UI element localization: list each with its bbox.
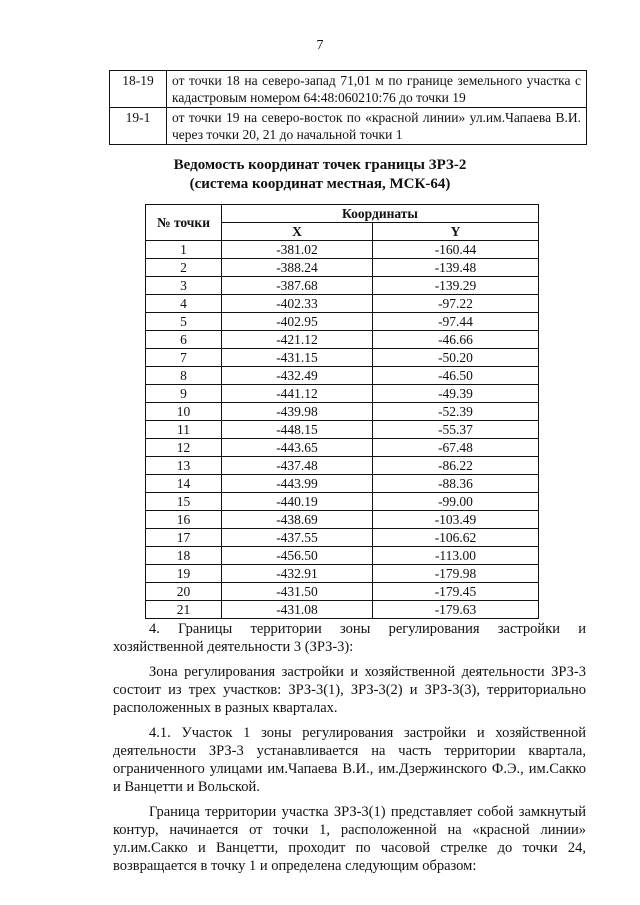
- point-number: 1: [146, 241, 222, 259]
- point-number: 21: [146, 601, 222, 619]
- point-number: 8: [146, 367, 222, 385]
- coordinate-row: [146, 493, 539, 511]
- segment-row: [110, 108, 587, 145]
- coordinate-row: [146, 583, 539, 601]
- coordinate-row: [146, 331, 539, 349]
- coordinate-row: [146, 475, 539, 493]
- point-number: 18: [146, 547, 222, 565]
- coordinate-row: [146, 277, 539, 295]
- coordinate-y: -99.00: [373, 493, 539, 511]
- segment-id: 19-1: [110, 108, 167, 145]
- column-header-point: № точки: [146, 205, 222, 241]
- coordinate-y: -97.44: [373, 313, 539, 331]
- coordinate-y: -113.00: [373, 547, 539, 565]
- coordinate-row: [146, 349, 539, 367]
- coordinate-row: [146, 385, 539, 403]
- coordinate-y: -46.50: [373, 367, 539, 385]
- coordinate-x: -437.48: [222, 457, 373, 475]
- coordinate-y: -160.44: [373, 241, 539, 259]
- point-number: 12: [146, 439, 222, 457]
- coordinate-x: -437.55: [222, 529, 373, 547]
- coordinate-x: -438.69: [222, 511, 373, 529]
- point-number: 2: [146, 259, 222, 277]
- coordinate-row: [146, 547, 539, 565]
- point-number: 13: [146, 457, 222, 475]
- coordinate-y: -179.98: [373, 565, 539, 583]
- coordinate-row: [146, 421, 539, 439]
- point-number: 4: [146, 295, 222, 313]
- point-number: 7: [146, 349, 222, 367]
- coordinate-x: -431.50: [222, 583, 373, 601]
- point-number: 15: [146, 493, 222, 511]
- coordinates-table: [145, 204, 539, 619]
- coordinate-row: [146, 511, 539, 529]
- coordinate-x: -439.98: [222, 403, 373, 421]
- point-number: 3: [146, 277, 222, 295]
- point-number: 5: [146, 313, 222, 331]
- coordinate-row: [146, 403, 539, 421]
- coordinate-y: -50.20: [373, 349, 539, 367]
- point-number: 16: [146, 511, 222, 529]
- coordinate-y: -55.37: [373, 421, 539, 439]
- coordinate-y: -103.49: [373, 511, 539, 529]
- coordinate-y: -139.29: [373, 277, 539, 295]
- coordinate-x: -388.24: [222, 259, 373, 277]
- paragraph: 4. Границы территории зоны регулирования застройки и хозяйственной деятельности 3 (ЗРЗ-3):: [113, 621, 586, 655]
- coordinate-x: -440.19: [222, 493, 373, 511]
- coordinate-x: -402.33: [222, 295, 373, 313]
- coordinate-x: -443.99: [222, 475, 373, 493]
- coordinate-x: -432.91: [222, 565, 373, 583]
- segment-description: от точки 19 на северо-восток по «красной линии» ул.им.Чапаева В.И. через точки 20, 21 до начальной точки 1: [167, 108, 587, 145]
- column-header-x: X: [222, 223, 373, 241]
- segment-row: [110, 71, 587, 108]
- coordinate-row: [146, 259, 539, 277]
- coordinate-y: -86.22: [373, 457, 539, 475]
- coordinate-x: -402.95: [222, 313, 373, 331]
- column-header-coordinates: Координаты: [222, 205, 539, 223]
- point-number: 10: [146, 403, 222, 421]
- coordinate-y: -139.48: [373, 259, 539, 277]
- coordinate-y: -179.63: [373, 601, 539, 619]
- coordinate-row: [146, 241, 539, 259]
- point-number: 11: [146, 421, 222, 439]
- coordinate-x: -441.12: [222, 385, 373, 403]
- paragraph: Граница территории участка ЗРЗ-3(1) представляет собой замкнутый контур, начинается от точки 1, расположенной на «красной линии» ул.им.Сакко и Ванцетти, проходит по часовой стрелке до точки 24, возвращается в точку 1 и определена следующим образом:: [113, 804, 586, 874]
- coordinate-x: -456.50: [222, 547, 373, 565]
- coordinate-y: -106.62: [373, 529, 539, 547]
- coordinate-y: -88.36: [373, 475, 539, 493]
- paragraph: 4.1. Участок 1 зоны регулирования застройки и хозяйственной деятельности ЗРЗ-3 устанавливается на часть территории квартала, ограниченного улицами им.Чапаева В.И., им.Дзержинского Ф.Э., им.Сакко и Ванцетти и Вольской.: [113, 725, 586, 795]
- coordinate-row: [146, 601, 539, 619]
- coordinates-header-row: [146, 205, 539, 223]
- coordinate-row: [146, 367, 539, 385]
- coordinate-x: -432.49: [222, 367, 373, 385]
- heading-line-1: Ведомость координат точек границы ЗРЗ-2: [173, 157, 467, 173]
- point-number: 17: [146, 529, 222, 547]
- coordinate-row: [146, 529, 539, 547]
- coordinate-x: -443.65: [222, 439, 373, 457]
- coordinate-x: -421.12: [222, 331, 373, 349]
- coordinate-row: [146, 439, 539, 457]
- coordinate-x: -387.68: [222, 277, 373, 295]
- segment-id: 18-19: [110, 71, 167, 108]
- page-number: 7: [316, 38, 324, 53]
- point-number: 20: [146, 583, 222, 601]
- coordinate-row: [146, 313, 539, 331]
- point-number: 6: [146, 331, 222, 349]
- coordinate-row: [146, 295, 539, 313]
- coordinate-y: -67.48: [373, 439, 539, 457]
- paragraph: Зона регулирования застройки и хозяйственной деятельности ЗРЗ-3 состоит из трех участков: ЗРЗ-3(1), ЗРЗ-3(2) и ЗРЗ-3(3), территориально расположенных в разных кварталах.: [113, 664, 586, 716]
- coordinate-y: -97.22: [373, 295, 539, 313]
- segment-description: от точки 18 на северо-запад 71,01 м по границе земельного участка с кадастровым номером 64:48:060210:76 до точки 19: [167, 71, 587, 108]
- coordinate-y: -49.39: [373, 385, 539, 403]
- heading-line-2: (система координат местная, МСК-64): [189, 176, 451, 192]
- coordinate-row: [146, 457, 539, 475]
- coordinate-row: [146, 565, 539, 583]
- point-number: 14: [146, 475, 222, 493]
- point-number: 19: [146, 565, 222, 583]
- coordinate-y: -52.39: [373, 403, 539, 421]
- body-text: [113, 620, 586, 882]
- coordinate-x: -431.15: [222, 349, 373, 367]
- column-header-y: Y: [373, 223, 539, 241]
- point-number: 9: [146, 385, 222, 403]
- coordinate-x: -381.02: [222, 241, 373, 259]
- coordinate-y: -46.66: [373, 331, 539, 349]
- coordinates-heading: [0, 156, 640, 194]
- coordinate-x: -431.08: [222, 601, 373, 619]
- coordinate-x: -448.15: [222, 421, 373, 439]
- coordinate-y: -179.45: [373, 583, 539, 601]
- segments-table: [109, 70, 587, 145]
